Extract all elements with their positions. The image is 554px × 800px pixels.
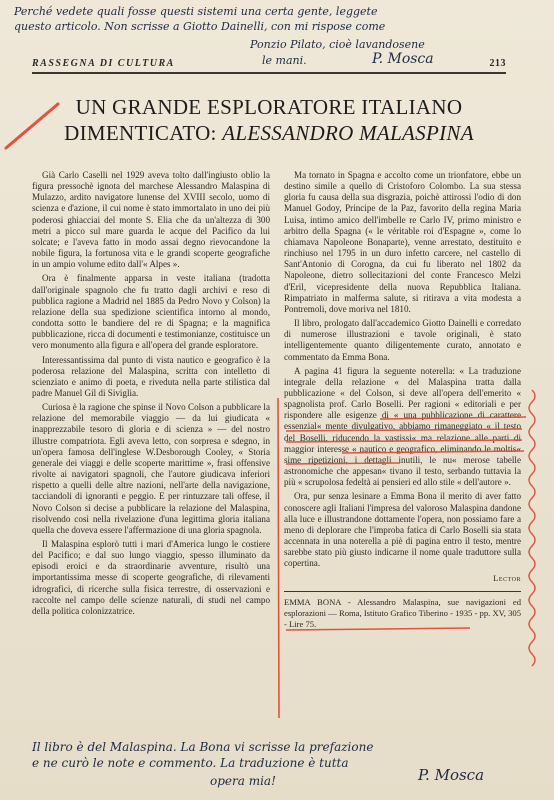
running-header <box>32 58 506 69</box>
paragraph: Curiosa è la ragione che spinse il Novo Colson a pubblicare la relazione del memorabile viaggio — da lui giudicata « inapprezzabile tesoro di gloria e di scienza » — del nostro illustre compatriota. Egli aveva letto, con sorpresa e sdegno, in un'opera famosa dell'inglese W.Desborough Cooley, « Storia generale dei viaggi e delle scoperte marittime », frasi offensive rivolte ai navigatori spagnoli, che l'autore giudicava inferiori rispetto a quelli delle altre nazioni, nell'arte della navigazione, tacciandoli di ignoranti e peggio. E per rintuzzare tali offese, il Novo Colson si decise a pubblicare la relazione del Malaspina, risolvendo così nella rivelazione d'una legittima gloria italiana quella che doveva essere l'affermazione di una gloria spagnola. <box>32 402 270 535</box>
handwritten-note-top-line-2: questo articolo. Non scrisse a Giotto Dainelli, con mi rispose come <box>14 20 386 33</box>
article-title-italic: ALESSANDRO MALASPINA <box>222 121 474 145</box>
author-signature-lector: Lector <box>493 573 521 584</box>
article-title-line-2 <box>32 121 506 146</box>
handwritten-note-bottom-line-2: e ne curò le note e commento. La traduzione è tutta <box>32 756 349 770</box>
header-rule <box>32 72 506 74</box>
page-number: 213 <box>489 58 506 69</box>
paragraph: Interessantissima dal punto di vista nautico e geografico è la poderosa relazione del Malaspina, scritta con intelletto di scienziato e animo di poeta, e riveduta nella parte stilistica dal padre Manuel Gil di Siviglia. <box>32 354 270 398</box>
article-column-right <box>284 170 521 633</box>
paragraph: Già Carlo Caselli nel 1929 aveva tolto dall'ingiusto oblio la figura pressochè ignota del marchese Alessandro Malaspina di Mulazzo, ardito navigatore lunense del XVIII secolo, uomo di scienza e d'azione, il cui nome è stato immortalato in uno dei più poderosi ghiacciai del monte S. Elia che da un'altezza di 300 metri a picco sul mare guarda le acque del Pacifico da lui solcate; e l'aveva fatto in modo assai degno rievocandone la nobile figura, la fortunosa vita e le grandi scoperte geografiche in un ampio volume edito dall'« Alpes ». <box>32 170 270 270</box>
article-title-line-1: UN GRANDE ESPLORATORE ITALIANO <box>75 95 463 119</box>
handwritten-note-top-line-4: le mani. <box>262 54 307 67</box>
paragraph: A pagina 41 figura la seguente noterella: « La traduzione integrale della relazione « del Malaspina tratta dalla pubblicazione « del Colson, si deve all'opera dell'emerito « spagnolista prof. Carlo Boselli. Per ragioni « editoriali e per rispondere alle esigenze di « una pubblicazione di carattere essenzial« mente divulgativo, abbiamo rimaneggiato « il testo del Boselli, riducendo la vastissi« ma relazione alle parti di maggior interesse « nautico e geografico, eliminando le moltis« sime ripetizioni, i dettagli inutili, le nu« merose tabelle astronomiche che appesan« tivano il testo, serbando tuttavia la più « scrupolosa fedeltà ai pensieri ed allo stile « dell'autore ». <box>284 365 521 488</box>
paragraph: Il Malaspina esplorò tutti i mari d'America lungo le costiere del Pacifico; e dal suo lungo viaggio, spesso illuminato da episodi eroici e da straordinarie avventure, risultò una importantissima messe di scoperte geografiche, di rilevamenti idrografici, di ricerche sulla fisica terrestre, di osservazioni e raccolte nel campo delle scienze naturali, di studi nel campo della politica colonizzatrice. <box>32 539 270 616</box>
handwritten-note-top-line-1: Perché vedete quali fosse questi sistemi una certa gente, leggete <box>14 5 378 18</box>
red-wavy-margin <box>529 390 535 666</box>
handwritten-note-bottom-line-3: opera mia! <box>210 774 276 788</box>
paragraph: Ora, pur senza lesinare a Emma Bona il merito di aver fatto conoscere agli Italiani l'impresa del valoroso Malaspina dandone alla luce e illustrandone dottamente l'opera, non possiamo fare a meno di deplorare che l'improba fatica di Carlo Boselli sia stata accennata in una noterella a piè di pagina entro il testo, mentre sarebbe stato più giusto indicarne il nome quale traduttore sulla copertina. <box>284 491 521 569</box>
reference-rule <box>284 591 521 592</box>
paragraph: Il libro, prologato dall'accademico Giotto Dainelli e corredato di numerose illustrazioni e tavole originali, è stato intelligentemente quanto diligentemente curato, annotato e commentato da Emma Bona. <box>284 318 521 362</box>
handwritten-signature-top: P. Mosca <box>372 51 434 67</box>
paragraph: Ma tornato in Spagna e accolto come un trionfatore, ebbe un destino simile a quello di Cristoforo Colombo. La sua stessa gloria fu causa della sua disgrazia, poichè attirossi l'odio di don Manuel Godoy, Principe de la Paz, favorito della regina Maria Luisa, intimo amico dell'imbelle re Carlo IV, primo ministro e arbitro della Spagna (« le véritable roi d'Espagne », come lo chiamava Napoleone Bonaparte), venne arrestato, destituito e rinchiuso nel 1795 in un duro infetto carcere, nel castello di Sant'Antonio di Corogna, da cui fu liberato nel 1802 da Napoleone, dietro sollecitazioni del conte Francesco Melzi d'Eril, vicepresidente della nuova Repubblica Italiana. Rimpatriato in malferma salute, si ritirava a vita modesta a Pontremoli, dove moriva nel 1810. <box>284 170 521 314</box>
handwritten-signature-bottom: P. Mosca <box>418 766 485 784</box>
section-name: RASSEGNA DI CULTURA <box>32 58 175 69</box>
book-reference: EMMA BONA - Alessandro Malaspina, sue navigazioni ed esplorazioni — Roma, Istituto Grafico Tiberino - 1935 - pp. XV, 305 - Lire 75. <box>284 596 521 629</box>
article-column-left <box>32 170 270 620</box>
article-title-plain: DIMENTICATO: <box>64 121 217 145</box>
handwritten-note-top-line-3: Ponzio Pilato, cioè lavandosene <box>250 38 425 51</box>
red-margin-line <box>278 398 279 718</box>
handwritten-note-bottom-line-1: Il libro è del Malaspina. La Bona vi scrisse la prefazione <box>32 740 374 754</box>
paragraph: Ora è finalmente apparsa in veste italiana (tradotta dall'originale spagnolo che fu tratto dagli archivi e reso di pubblica ragione a Madrid nel 1885 da Pedro Novo y Colson) la relazione della sua spedizione scientifica intorno al mondo, condotta sotto le bandiere del re di Spagna; e la magnifica pubblicazione, ricca di documenti e testimonianze, costituisce un vero monumento alla figura e all'opera del grande esploratore. <box>32 273 270 351</box>
